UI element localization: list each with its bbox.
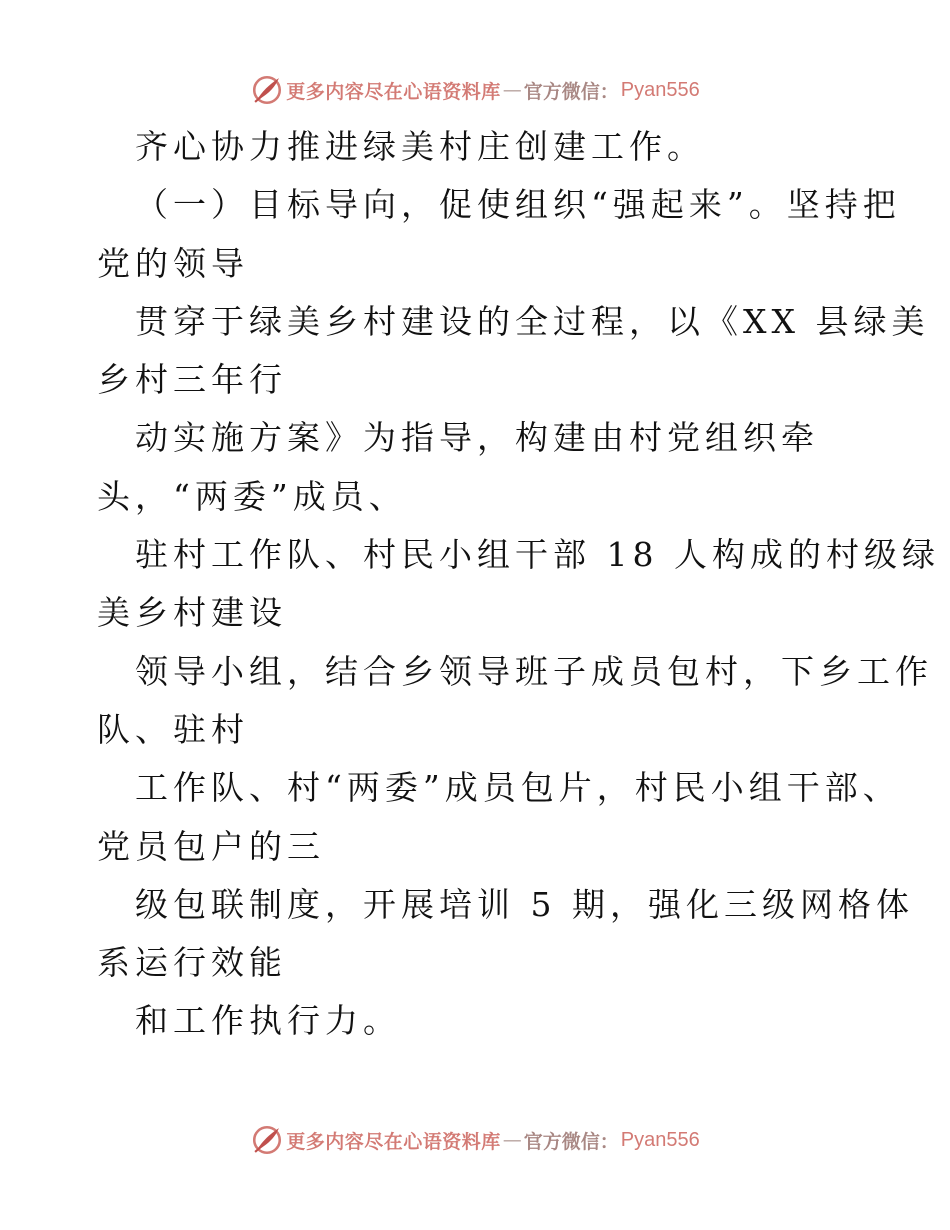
body-line: 系运行效能	[97, 943, 287, 983]
watermark-wechat-id: Pyan556	[620, 78, 700, 101]
body-line: 头，“两委”成员、	[97, 476, 407, 516]
body-line: 乡村三年行	[97, 360, 287, 400]
watermark-text: 更多内容尽在心语资料库	[286, 80, 501, 103]
body-line: 党的领导	[97, 243, 249, 283]
body-line: 领导小组，结合乡领导班子成员包村，下乡工作	[135, 651, 933, 691]
quill-pen-logo-icon	[250, 1123, 284, 1157]
watermark-wechat-id: Pyan556	[620, 1128, 700, 1151]
body-line: 齐心协力推进绿美村庄创建工作。	[135, 127, 705, 166]
watermark-wechat-label: 官方微信：	[523, 1130, 619, 1153]
body-line: 级包联制度，开展培训 5 期，强化三级网格体	[135, 884, 914, 924]
body-line: 动实施方案》为指导，构建由村党组织牵	[135, 418, 819, 458]
watermark-separator: —	[502, 1129, 522, 1151]
body-line: 队、驻村	[97, 709, 249, 749]
watermark-separator: —	[502, 79, 522, 101]
body-line: 贯穿于绿美乡村建设的全过程，以《XX 县绿美	[135, 301, 930, 341]
watermark-text: 更多内容尽在心语资料库	[286, 1130, 501, 1153]
document-body	[97, 118, 940, 1051]
header-watermark	[0, 70, 950, 110]
quill-pen-logo-icon	[250, 73, 284, 107]
body-line: 驻村工作队、村民小组干部 18 人构成的村级绿	[135, 535, 940, 575]
body-line: 美乡村建设	[97, 593, 287, 633]
body-line: 党员包户的三	[97, 826, 325, 866]
body-line: （一）目标导向，促使组织“强起来”。坚持把	[135, 185, 901, 225]
body-line: 工作队、村“两委”成员包片，村民小组干部、	[135, 768, 901, 808]
body-line: 和工作执行力。	[135, 1001, 401, 1041]
footer-watermark	[0, 1120, 950, 1160]
watermark-wechat-label: 官方微信：	[523, 80, 619, 103]
